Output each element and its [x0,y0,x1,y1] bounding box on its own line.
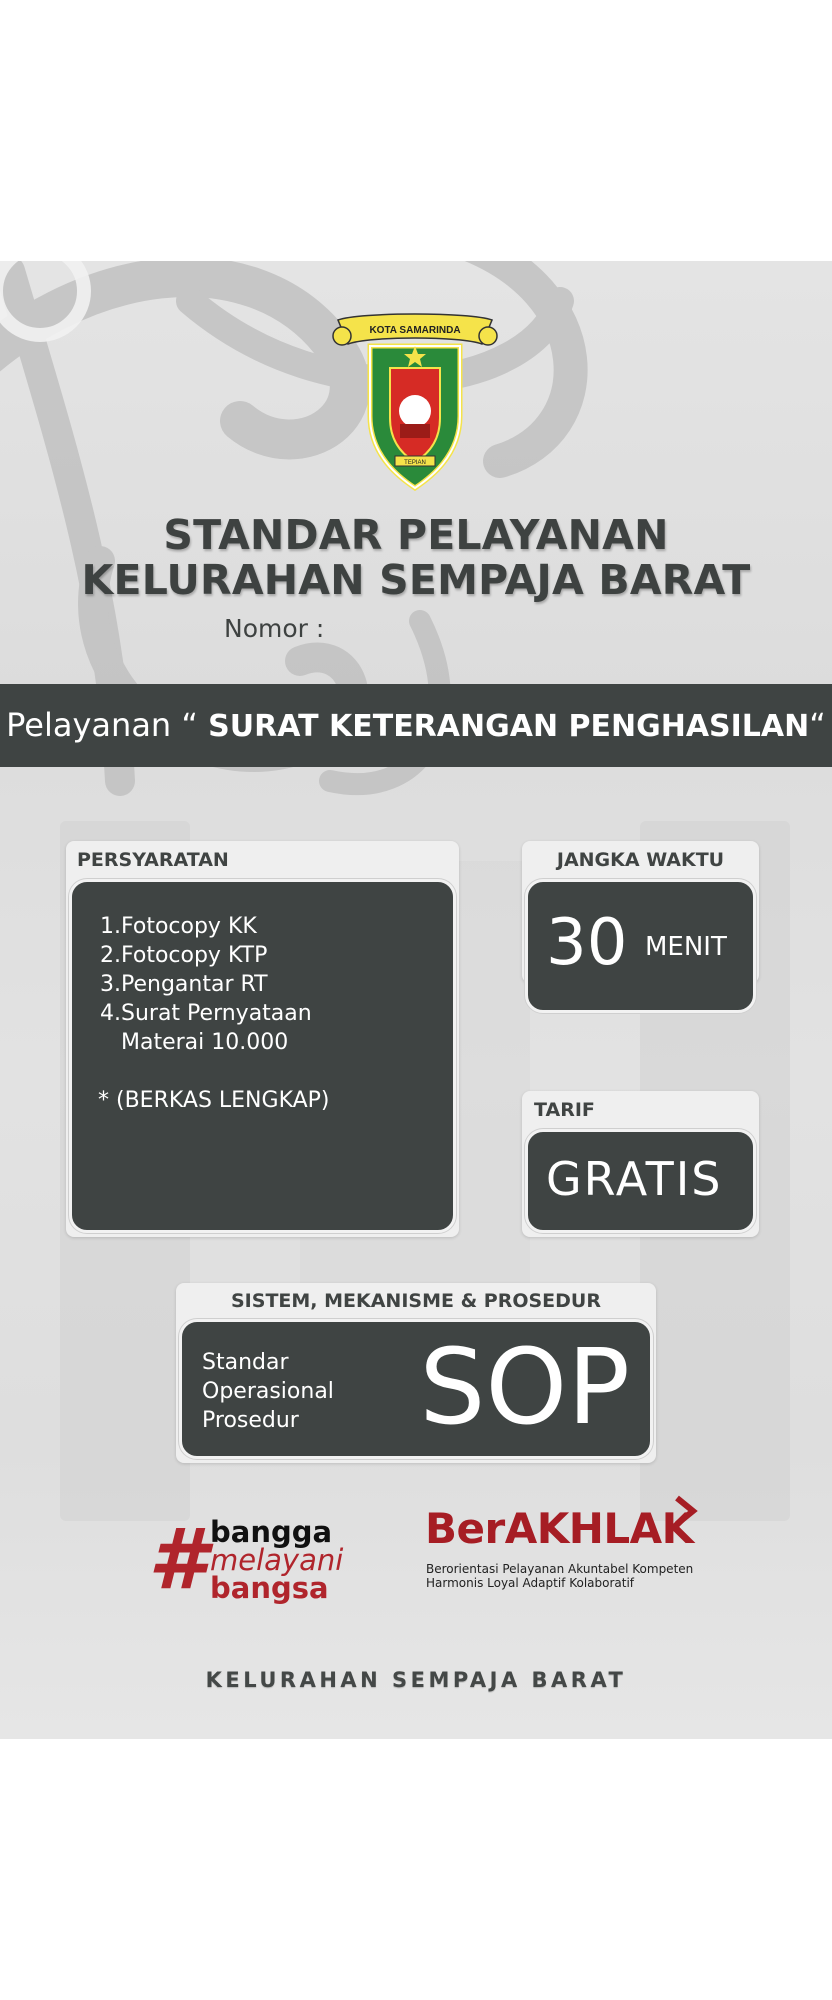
poster-background [0,261,832,1739]
bangga-word1: bangga [210,1515,333,1549]
page-title-line1: STANDAR PELAYANAN [163,511,669,559]
sop-big-text: SOP [419,1326,630,1448]
requirements-note: * (BERKAS LENGKAP) [98,1088,330,1113]
berakhlak-tagline2: Harmonis Loyal Adaptif Kolaboratif [426,1576,635,1590]
bangga-word2: melayani [210,1543,344,1577]
persyaratan-card [66,841,459,1237]
list-item: 1.Fotocopy KK [100,914,257,939]
logo-ribbon-text: KOTA SAMARINDA [369,325,461,336]
page-title-line2: KELURAHAN SEMPAJA BARAT [81,556,751,604]
jangka-waktu-value: 30 [546,906,628,980]
persyaratan-label: PERSYARATAN [77,849,229,871]
service-prefix: Pelayanan “ [6,706,209,744]
list-item: 3.Pengantar RT [100,972,268,997]
nomor-label: Nomor : [224,614,325,643]
service-banner [0,684,832,767]
footer-text: KELURAHAN SEMPAJA BARAT [205,1668,627,1692]
jangka-waktu-card [522,841,759,983]
logo-motto-text: TEPIAN [404,460,426,466]
sop-card [176,1283,656,1463]
tarif-label: TARIF [534,1099,595,1121]
berakhlak-tagline1: Berorientasi Pelayanan Akuntabel Kompeten [426,1562,694,1576]
tarif-card [522,1091,759,1237]
service-suffix: “ [809,706,826,744]
list-item-continuation: Materai 10.000 [121,1030,289,1055]
tarif-value: GRATIS [546,1152,723,1206]
hash-icon: # [148,1510,207,1608]
list-item: 2.Fotocopy KTP [100,943,268,968]
service-name: SURAT KETERANGAN PENGHASILAN [208,709,810,744]
city-emblem-icon [330,306,500,496]
sop-panel [179,1319,653,1459]
jangka-waktu-unit: MENIT [645,932,727,962]
berakhlak-title: BerAKHLAK [425,1504,694,1553]
bangga-word3: bangsa [210,1571,329,1605]
service-banner-text [0,684,832,767]
persyaratan-panel [69,879,456,1233]
tarif-panel [525,1129,756,1233]
requirements-list [98,912,330,1115]
sop-description: Standar Operasional Prosedur [202,1350,334,1433]
jangka-waktu-label: JANGKA WAKTU [556,849,725,871]
jangka-waktu-panel [525,879,756,1013]
sop-label: SISTEM, MEKANISME & PROSEDUR [231,1290,601,1312]
list-item: 4.Surat Pernyataan [100,1001,312,1026]
